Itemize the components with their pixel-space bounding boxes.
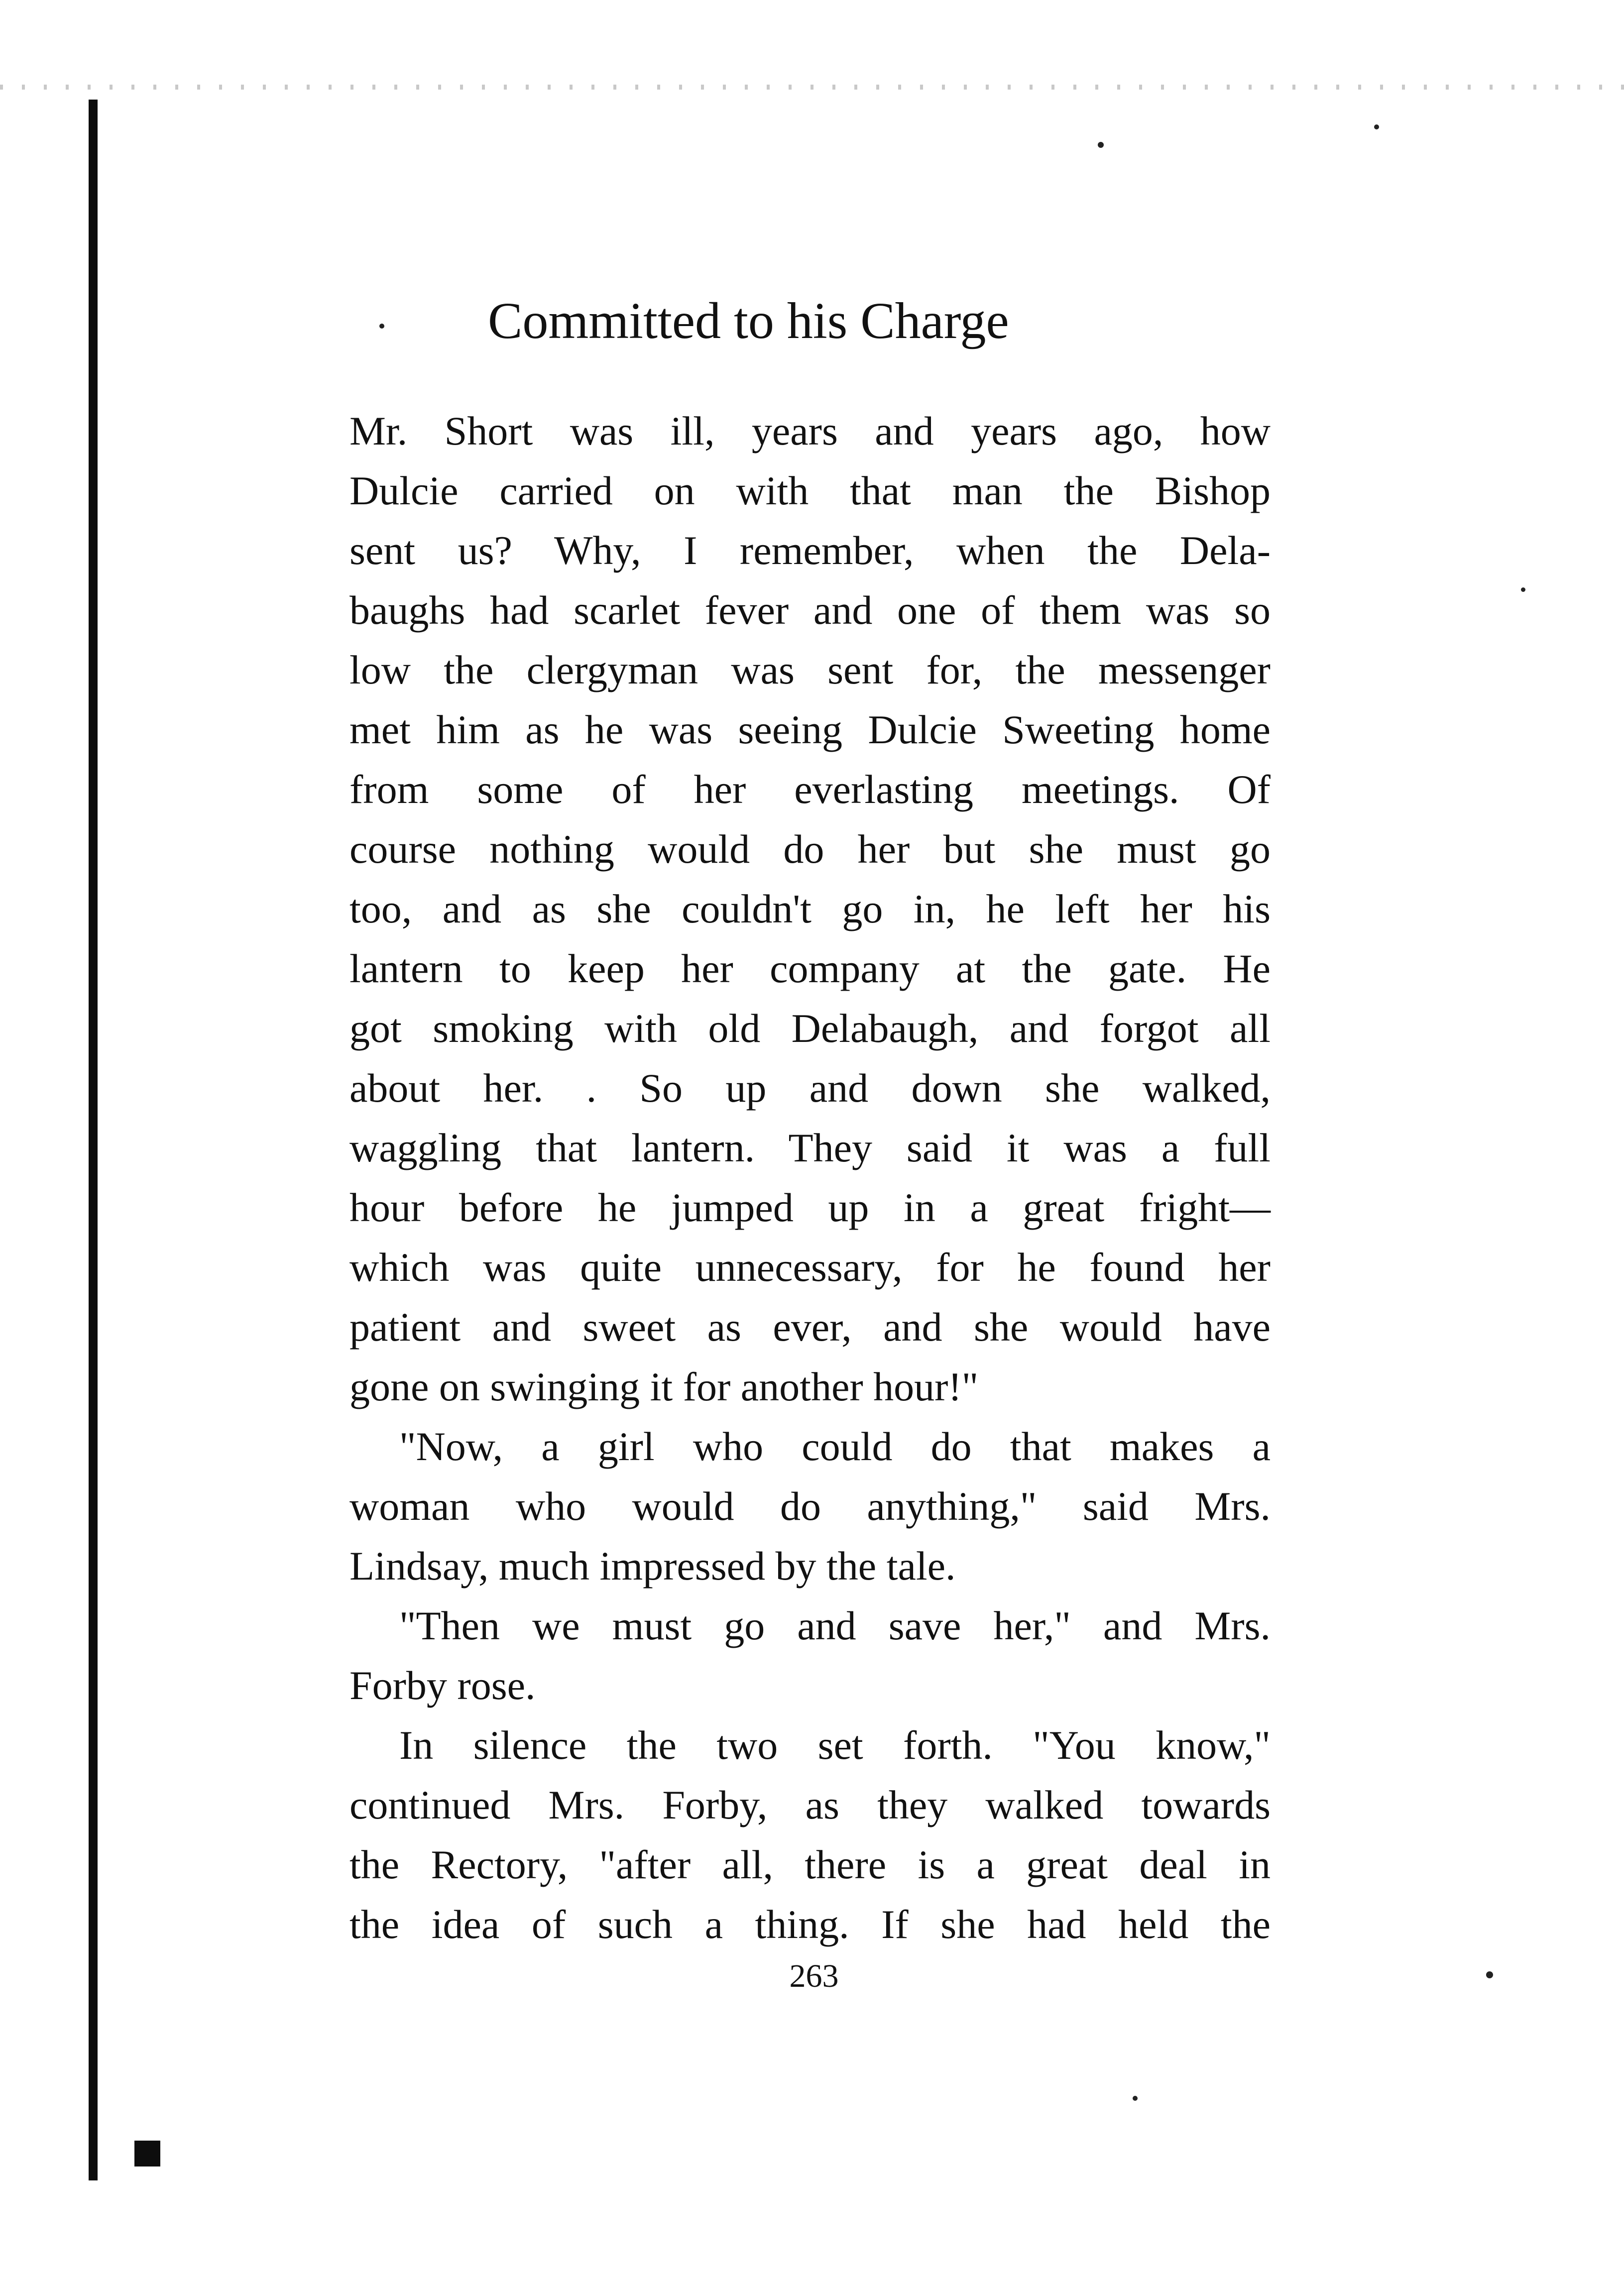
text-line: baughs had scarlet fever and one of them was so	[349, 587, 1271, 633]
speck-mark	[1521, 587, 1525, 592]
text-line: waggling that lantern. They said it was a full	[349, 1125, 1271, 1170]
text-line: too, and as she couldn't go in, he left her his	[349, 886, 1271, 931]
body-text	[349, 401, 1271, 1954]
text-line: Mr. Short was ill, years and years ago, how	[349, 408, 1271, 454]
text-line: Lindsay, much impressed by the tale.	[349, 1543, 956, 1589]
text-line: gone on swinging it for another hour!"	[349, 1364, 979, 1409]
text-line: met him as he was seeing Dulcie Sweeting home	[349, 707, 1271, 752]
text-line: from some of her everlasting meetings. Of	[349, 767, 1271, 812]
speck-mark	[379, 324, 384, 329]
text-line: "Now, a girl who could do that makes a	[399, 1424, 1271, 1469]
text-line: the idea of such a thing. If she had held the	[349, 1902, 1271, 1947]
speck-mark	[1098, 142, 1104, 148]
binding-foot-mark	[134, 2141, 160, 2166]
text-line: course nothing would do her but she must go	[349, 826, 1271, 872]
running-head: Committed to his Charge	[488, 292, 1009, 349]
text-line: woman who would do anything," said Mrs.	[349, 1483, 1271, 1529]
text-line: low the clergyman was sent for, the messenger	[349, 647, 1271, 692]
binding-shadow	[89, 100, 98, 2180]
text-line: lantern to keep her company at the gate. He	[349, 946, 1271, 991]
text-line: continued Mrs. Forby, as they walked towards	[349, 1782, 1271, 1827]
page-edge-speckle	[0, 85, 1624, 90]
speck-mark	[1486, 1971, 1493, 1978]
text-line: about her. . So up and down she walked,	[349, 1065, 1271, 1111]
text-line: "Then we must go and save her," and Mrs.	[399, 1603, 1271, 1648]
text-line: got smoking with old Delabaugh, and forgot all	[349, 1006, 1271, 1051]
text-line: the Rectory, "after all, there is a great deal in	[349, 1842, 1271, 1887]
speck-mark	[1133, 2096, 1138, 2101]
text-line: patient and sweet as ever, and she would have	[349, 1304, 1271, 1350]
text-line: Forby rose.	[349, 1663, 536, 1708]
speck-mark	[1374, 124, 1379, 129]
text-line: which was quite unnecessary, for he found her	[349, 1245, 1271, 1290]
text-line: Dulcie carried on with that man the Bishop	[349, 468, 1271, 513]
text-line: hour before he jumped up in a great fright—	[349, 1185, 1271, 1230]
text-line: In silence the two set forth. "You know,"	[399, 1722, 1271, 1768]
text-line: sent us? Why, I remember, when the Dela-	[349, 528, 1271, 573]
page-number: 263	[789, 1958, 839, 1994]
